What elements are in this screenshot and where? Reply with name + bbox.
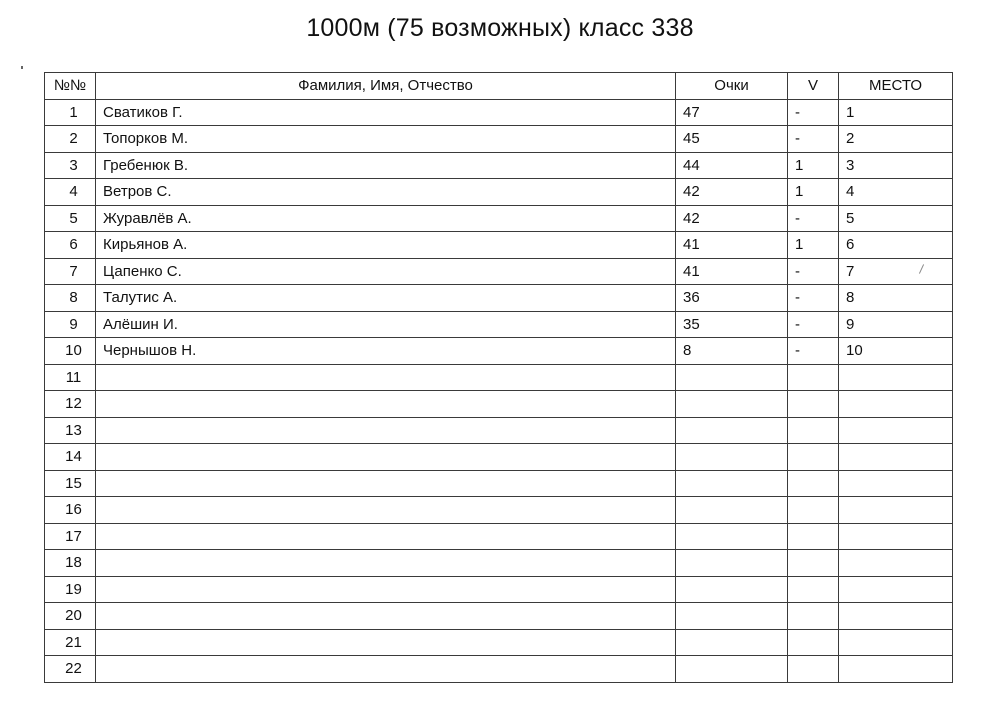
cell-place: 4 [839, 179, 953, 206]
cell-place [839, 550, 953, 577]
cell-number: 1 [45, 99, 96, 126]
cell-points: 47 [676, 99, 788, 126]
cell-number: 6 [45, 232, 96, 259]
cell-place [839, 417, 953, 444]
cell-name: Гребенюк В. [96, 152, 676, 179]
cell-v: 1 [788, 179, 839, 206]
cell-place [839, 576, 953, 603]
cell-number: 9 [45, 311, 96, 338]
cell-points [676, 523, 788, 550]
table-row [45, 603, 953, 630]
cell-place: 7 [839, 258, 953, 285]
cell-number: 5 [45, 205, 96, 232]
results-table [44, 72, 953, 683]
table-row [45, 576, 953, 603]
cell-number: 2 [45, 126, 96, 153]
cell-v [788, 603, 839, 630]
cell-place: 10 [839, 338, 953, 365]
cell-name [96, 550, 676, 577]
header-v: V [788, 73, 839, 100]
header-number: №№ [45, 73, 96, 100]
header-row [45, 73, 953, 100]
cell-points [676, 629, 788, 656]
cell-v [788, 470, 839, 497]
cell-name: Талутис А. [96, 285, 676, 312]
cell-number: 21 [45, 629, 96, 656]
cell-v: 1 [788, 232, 839, 259]
cell-number: 19 [45, 576, 96, 603]
cell-v: - [788, 338, 839, 365]
cell-v: - [788, 205, 839, 232]
cell-number: 12 [45, 391, 96, 418]
cell-points [676, 576, 788, 603]
cell-name [96, 470, 676, 497]
cell-number: 22 [45, 656, 96, 683]
cell-name [96, 603, 676, 630]
table-row [45, 417, 953, 444]
cell-v: - [788, 99, 839, 126]
cell-number: 14 [45, 444, 96, 471]
cell-number: 10 [45, 338, 96, 365]
cell-v [788, 550, 839, 577]
page-title: 1000м (75 возможных) класс 338 [306, 14, 694, 42]
header-place: МЕСТО [839, 73, 953, 100]
cell-place: 6 [839, 232, 953, 259]
cell-v [788, 576, 839, 603]
table-row [45, 523, 953, 550]
cell-place: 2 [839, 126, 953, 153]
header-points: Очки [676, 73, 788, 100]
cell-points [676, 417, 788, 444]
cell-points [676, 603, 788, 630]
cell-v: - [788, 258, 839, 285]
cell-name [96, 364, 676, 391]
cell-name [96, 629, 676, 656]
cell-v: - [788, 285, 839, 312]
cell-number: 13 [45, 417, 96, 444]
cell-points [676, 391, 788, 418]
cell-name [96, 444, 676, 471]
cell-points: 41 [676, 258, 788, 285]
cell-number: 7 [45, 258, 96, 285]
cell-v [788, 444, 839, 471]
table-row [45, 99, 953, 126]
cell-place: 8 [839, 285, 953, 312]
table-row [45, 656, 953, 683]
table-row [45, 285, 953, 312]
cell-name [96, 497, 676, 524]
cell-place [839, 523, 953, 550]
table-row [45, 311, 953, 338]
cell-name [96, 576, 676, 603]
table-body [45, 99, 953, 682]
table-row [45, 629, 953, 656]
table-row [45, 364, 953, 391]
cell-place [839, 656, 953, 683]
cell-number: 16 [45, 497, 96, 524]
cell-place [839, 603, 953, 630]
cell-number: 11 [45, 364, 96, 391]
cell-number: 18 [45, 550, 96, 577]
cell-name: Сватиков Г. [96, 99, 676, 126]
table-row [45, 497, 953, 524]
cell-v [788, 364, 839, 391]
cell-place: 9 [839, 311, 953, 338]
cell-points [676, 550, 788, 577]
cell-points [676, 497, 788, 524]
cell-place [839, 364, 953, 391]
scan-speck [21, 66, 23, 69]
cell-points [676, 656, 788, 683]
cell-v [788, 417, 839, 444]
cell-number: 3 [45, 152, 96, 179]
cell-number: 15 [45, 470, 96, 497]
cell-points: 35 [676, 311, 788, 338]
cell-number: 8 [45, 285, 96, 312]
header-name: Фамилия, Имя, Отчество [96, 73, 676, 100]
cell-name [96, 523, 676, 550]
cell-place: 3 [839, 152, 953, 179]
cell-points: 41 [676, 232, 788, 259]
cell-v: - [788, 126, 839, 153]
cell-place: 1 [839, 99, 953, 126]
cell-place: 5 [839, 205, 953, 232]
table-row [45, 470, 953, 497]
cell-points: 36 [676, 285, 788, 312]
cell-v [788, 391, 839, 418]
cell-name: Ветров С. [96, 179, 676, 206]
cell-place [839, 470, 953, 497]
cell-place [839, 391, 953, 418]
cell-v [788, 656, 839, 683]
cell-points: 42 [676, 179, 788, 206]
cell-name: Чернышов Н. [96, 338, 676, 365]
cell-points: 44 [676, 152, 788, 179]
cell-place [839, 629, 953, 656]
cell-name [96, 417, 676, 444]
table-row [45, 550, 953, 577]
cell-name: Цапенко С. [96, 258, 676, 285]
cell-v [788, 497, 839, 524]
cell-name [96, 391, 676, 418]
cell-name [96, 656, 676, 683]
cell-v: - [788, 311, 839, 338]
table-row [45, 391, 953, 418]
cell-points: 45 [676, 126, 788, 153]
cell-v: 1 [788, 152, 839, 179]
table-row [45, 444, 953, 471]
cell-points: 42 [676, 205, 788, 232]
cell-points [676, 470, 788, 497]
cell-name: Кирьянов А. [96, 232, 676, 259]
table-row [45, 179, 953, 206]
table-row [45, 152, 953, 179]
cell-points: 8 [676, 338, 788, 365]
table-row [45, 232, 953, 259]
cell-name: Топорков М. [96, 126, 676, 153]
cell-number: 4 [45, 179, 96, 206]
table-row [45, 205, 953, 232]
cell-v [788, 629, 839, 656]
cell-points [676, 444, 788, 471]
cell-points [676, 364, 788, 391]
table-row [45, 126, 953, 153]
table-row [45, 258, 953, 285]
cell-v [788, 523, 839, 550]
cell-name: Журавлёв А. [96, 205, 676, 232]
table-row [45, 338, 953, 365]
cell-number: 17 [45, 523, 96, 550]
cell-place [839, 444, 953, 471]
cell-place [839, 497, 953, 524]
cell-number: 20 [45, 603, 96, 630]
cell-name: Алёшин И. [96, 311, 676, 338]
